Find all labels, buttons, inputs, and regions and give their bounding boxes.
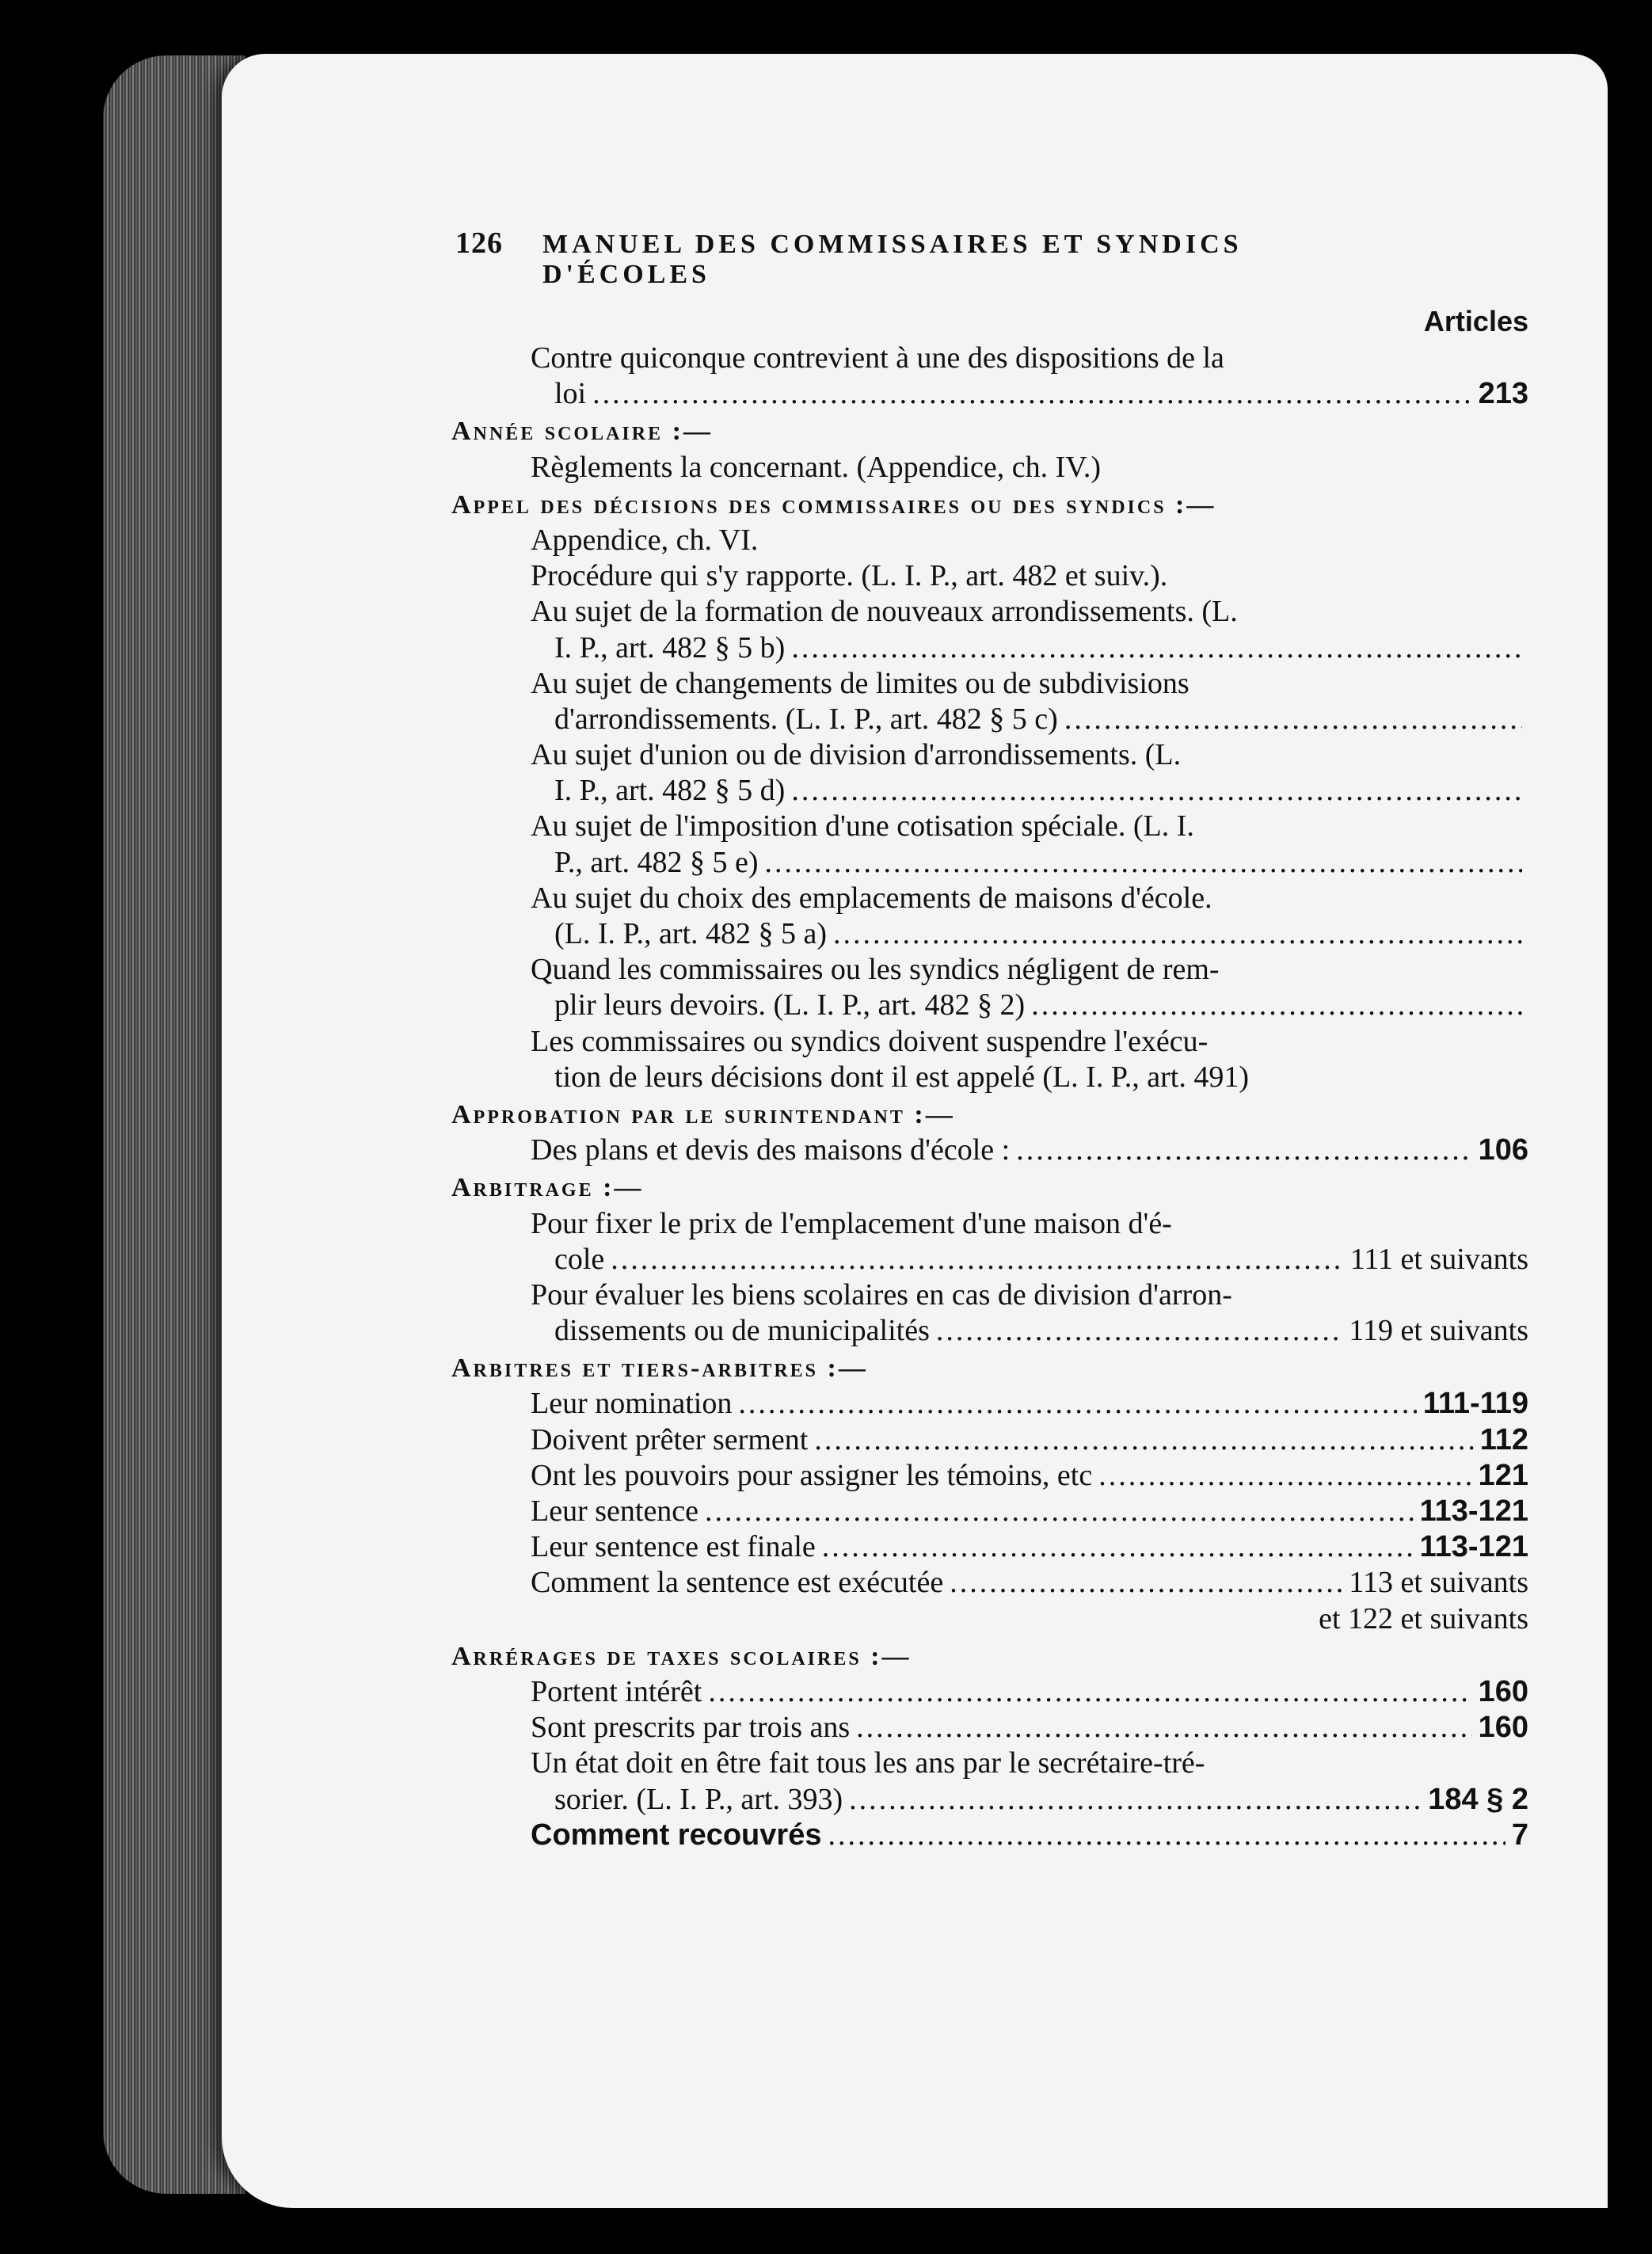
entry-text: Leur nomination [531,1387,733,1421]
article-reference: 7 [1511,1818,1528,1852]
index-heading: Année scolaire :— [451,417,713,447]
index-heading: Arrérages de taxes scolaires :— [451,1641,912,1671]
article-reference: 112 [1479,1422,1528,1456]
dot-leader [765,845,1522,881]
index-heading: Arbitres et tiers-arbitres :— [451,1354,868,1384]
index-entry [451,558,1528,594]
index-entry [451,1601,1528,1637]
running-title: MANUEL DES COMMISSAIRES ET SYNDICS D'ÉCOLES [542,230,1243,289]
entry-text: Au sujet de l'imposition d'une cotisation spéciale. (L. I. [531,809,1194,843]
entry-text: Comment la sentence est exécutée [531,1566,944,1600]
dot-leader [814,1422,1473,1458]
entry-text: Un état doit en être fait tous les ans par le secrétaire-tré- [531,1746,1205,1780]
index-entry [451,1313,1528,1349]
entry-text: Les commissaires ou syndics doivent suspendre l'exécu- [531,1024,1209,1058]
index-entry [451,666,1528,702]
index-entry [451,988,1528,1023]
index-entry [451,1206,1528,1242]
entry-text: (L. I. P., art. 482 § 5 a) [554,917,828,950]
dot-leader [822,1529,1414,1565]
entry-text: loi [554,377,587,411]
index-heading: Arbitrage :— [451,1173,644,1203]
article-reference: 111 et suivants [1349,1242,1528,1276]
entry-text: d'arrondissements. (L. I. P., art. 482 § 5 c) [554,702,1058,736]
article-reference: 160 [1478,1674,1528,1708]
entry-text: Pour fixer le prix de l'emplacement d'une maison d'é- [531,1206,1172,1240]
article-reference: 113-121 [1419,1530,1528,1564]
index-entry [451,1242,1528,1277]
index-entry [451,809,1528,844]
index-entry [451,845,1528,881]
index-entry [451,376,1528,412]
entry-text: sorier. (L. I. P., art. 393) [554,1782,843,1816]
entry-text: Contre quiconque contrevient à une des dispositions de la [531,341,1224,375]
dot-leader [1031,988,1522,1023]
index-entry [451,1422,1528,1458]
index-entry [451,881,1528,916]
index-entry [451,1710,1528,1746]
index-entry [451,952,1528,988]
entry-text: Portent intérêt [531,1674,702,1708]
entry-text: Sont prescrits par trois ans [531,1711,851,1745]
entry-text: Au sujet du choix des emplacements de maisons d'école. [531,881,1212,915]
entry-text: Au sujet de changements de limites ou de subdivisions [531,666,1190,700]
entry-text: tion de leurs décisions dont il est appelé (L. I. P., art. 491) [554,1060,1249,1094]
entry-text: dissements ou de municipalités [554,1314,930,1348]
article-reference: 121 [1478,1458,1528,1492]
index-entry [451,1494,1528,1529]
entry-text: I. P., art. 482 § 5 d) [554,774,786,808]
article-reference: 111-119 [1422,1387,1528,1421]
entry-text: I. P., art. 482 § 5 b) [554,630,786,664]
index-entry [451,1529,1528,1565]
entry-text: Pour évaluer les biens scolaires en cas de division d'arron- [531,1277,1232,1312]
dot-leader [1016,1133,1471,1168]
dot-leader [828,1818,1505,1853]
index-entry [451,1277,1528,1313]
index-entry [451,1386,1528,1422]
article-reference: 106 [1478,1133,1528,1167]
article-reference: 113-121 [1419,1494,1528,1528]
article-reference: 184 § 2 [1428,1782,1528,1816]
index-entry [451,1024,1528,1060]
article-reference: 160 [1478,1711,1528,1745]
dot-leader [856,1710,1471,1746]
index-entry [451,737,1528,773]
index-entry [451,773,1528,809]
entry-text: Au sujet d'union ou de division d'arrondissements. (L. [531,738,1182,772]
index-entry [451,1565,1528,1601]
entry-text: plir leurs devoirs. (L. I. P., art. 482 § 2) [554,988,1026,1022]
article-reference: 119 et suivants [1349,1314,1528,1348]
dot-leader [849,1782,1422,1818]
index-entry [451,450,1528,485]
dot-leader [592,376,1471,412]
dot-leader [705,1494,1414,1529]
index-entry [451,702,1528,737]
index-entry [451,341,1528,376]
article-reference: 213 [1478,377,1528,411]
entry-text: Leur sentence [531,1494,699,1528]
entry-text: cole [554,1242,605,1276]
article-reference: 113 et suivants [1349,1566,1528,1600]
index-entry [451,523,1528,558]
index-entry [451,916,1528,952]
entry-text: Appendice, ch. VI. [531,523,759,557]
articles-column-label: Articles [1423,305,1528,337]
running-header [455,226,1406,290]
entry-text: Au sujet de la formation de nouveaux arrondissements. (L. [531,595,1238,629]
index-entry [451,1818,1528,1853]
dot-leader [791,630,1522,666]
dot-leader [738,1386,1416,1422]
index-entry [451,1458,1528,1494]
entry-text: Comment recouvrés [531,1818,822,1852]
entry-text: Leur sentence est finale [531,1530,816,1564]
dot-leader [1098,1458,1471,1494]
index-entry [451,630,1528,666]
dot-leader [950,1565,1342,1601]
entry-text: Règlements la concernant. (Appendice, ch. IV.) [531,450,1101,484]
index-entry [451,1782,1528,1818]
index-entry [451,1674,1528,1710]
entry-text: Ont les pouvoirs pour assigner les témoins, etc [531,1458,1093,1492]
index-entries [451,341,1528,1853]
entry-text: Des plans et devis des maisons d'école : [531,1133,1011,1167]
dot-leader [791,773,1522,809]
page-number: 126 [455,227,503,260]
index-entry [451,1060,1528,1095]
dot-leader [1064,702,1522,737]
dot-leader [611,1242,1344,1277]
index-heading: Appel des décisions des commissaires ou des syndics :— [451,489,1216,520]
entry-text: P., art. 482 § 5 e) [554,845,759,879]
index-entry [451,1133,1528,1168]
dot-leader [833,916,1522,952]
entry-text: Quand les commissaires ou les syndics négligent de rem- [531,953,1220,987]
dot-leader [708,1674,1471,1710]
index-heading: Approbation par le surintendant :— [451,1099,955,1129]
dot-leader [936,1313,1343,1349]
entry-text: Doivent prêter serment [531,1422,809,1456]
index-entry [451,594,1528,630]
entry-text: Procédure qui s'y rapporte. (L. I. P., art. 482 et suiv.). [531,559,1168,593]
index-entry [451,1746,1528,1781]
article-reference: et 122 et suivants [1319,1601,1528,1635]
